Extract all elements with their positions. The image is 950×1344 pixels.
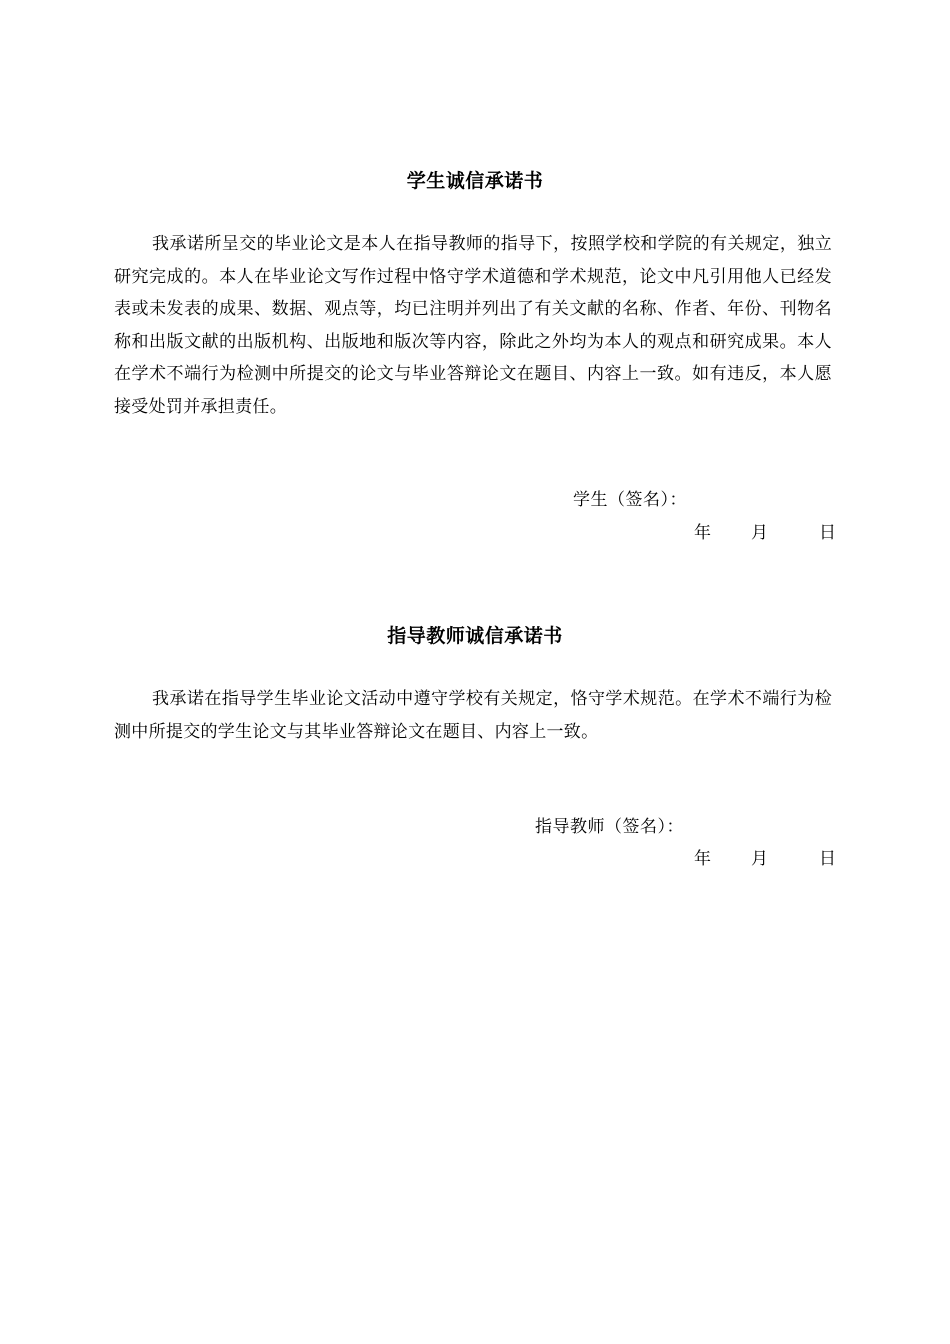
advisor-signature-label: 指导教师（签名）： (535, 817, 684, 837)
student-date-line (0, 521, 950, 545)
student-signature-label: 学生（签名）： (573, 490, 687, 510)
student-date-day: 日 (819, 523, 836, 543)
advisor-pledge-body: 我承诺在指导学生毕业论文活动中遵守学校有关规定，恪守学术规范。在学术不端行为检测中所提交的学生论文与其毕业答辩论文在题目、内容上一致。 (114, 689, 832, 742)
student-date-year: 年 (694, 523, 711, 543)
advisor-date-month: 月 (751, 849, 768, 869)
student-pledge-body: 我承诺所呈交的毕业论文是本人在指导教师的指导下，按照学校和学院的有关规定，独立研究完成的。本人在毕业论文写作过程中恪守学术道德和学术规范，论文中凡引用他人已经发表或未发表的成果、数据、观点等，均已注明并列出了有关文献的名称、作者、年份、刊物名称和出版文献的出版机构、出版地和版次等内容，除此之外均为本人的观点和研究成果。本人在学术不端行为检测中所提交的论文与毕业答辩论文在题目、内容上一致。如有违反，本人愿接受处罚并承担责任。 (114, 234, 832, 417)
advisor-pledge-title: 指导教师诚信承诺书 (387, 625, 563, 647)
advisor-date-line (0, 847, 950, 871)
student-date-month: 月 (751, 523, 768, 543)
advisor-date-year: 年 (694, 849, 711, 869)
advisor-date-day: 日 (819, 849, 836, 869)
student-pledge-title: 学生诚信承诺书 (406, 170, 544, 192)
